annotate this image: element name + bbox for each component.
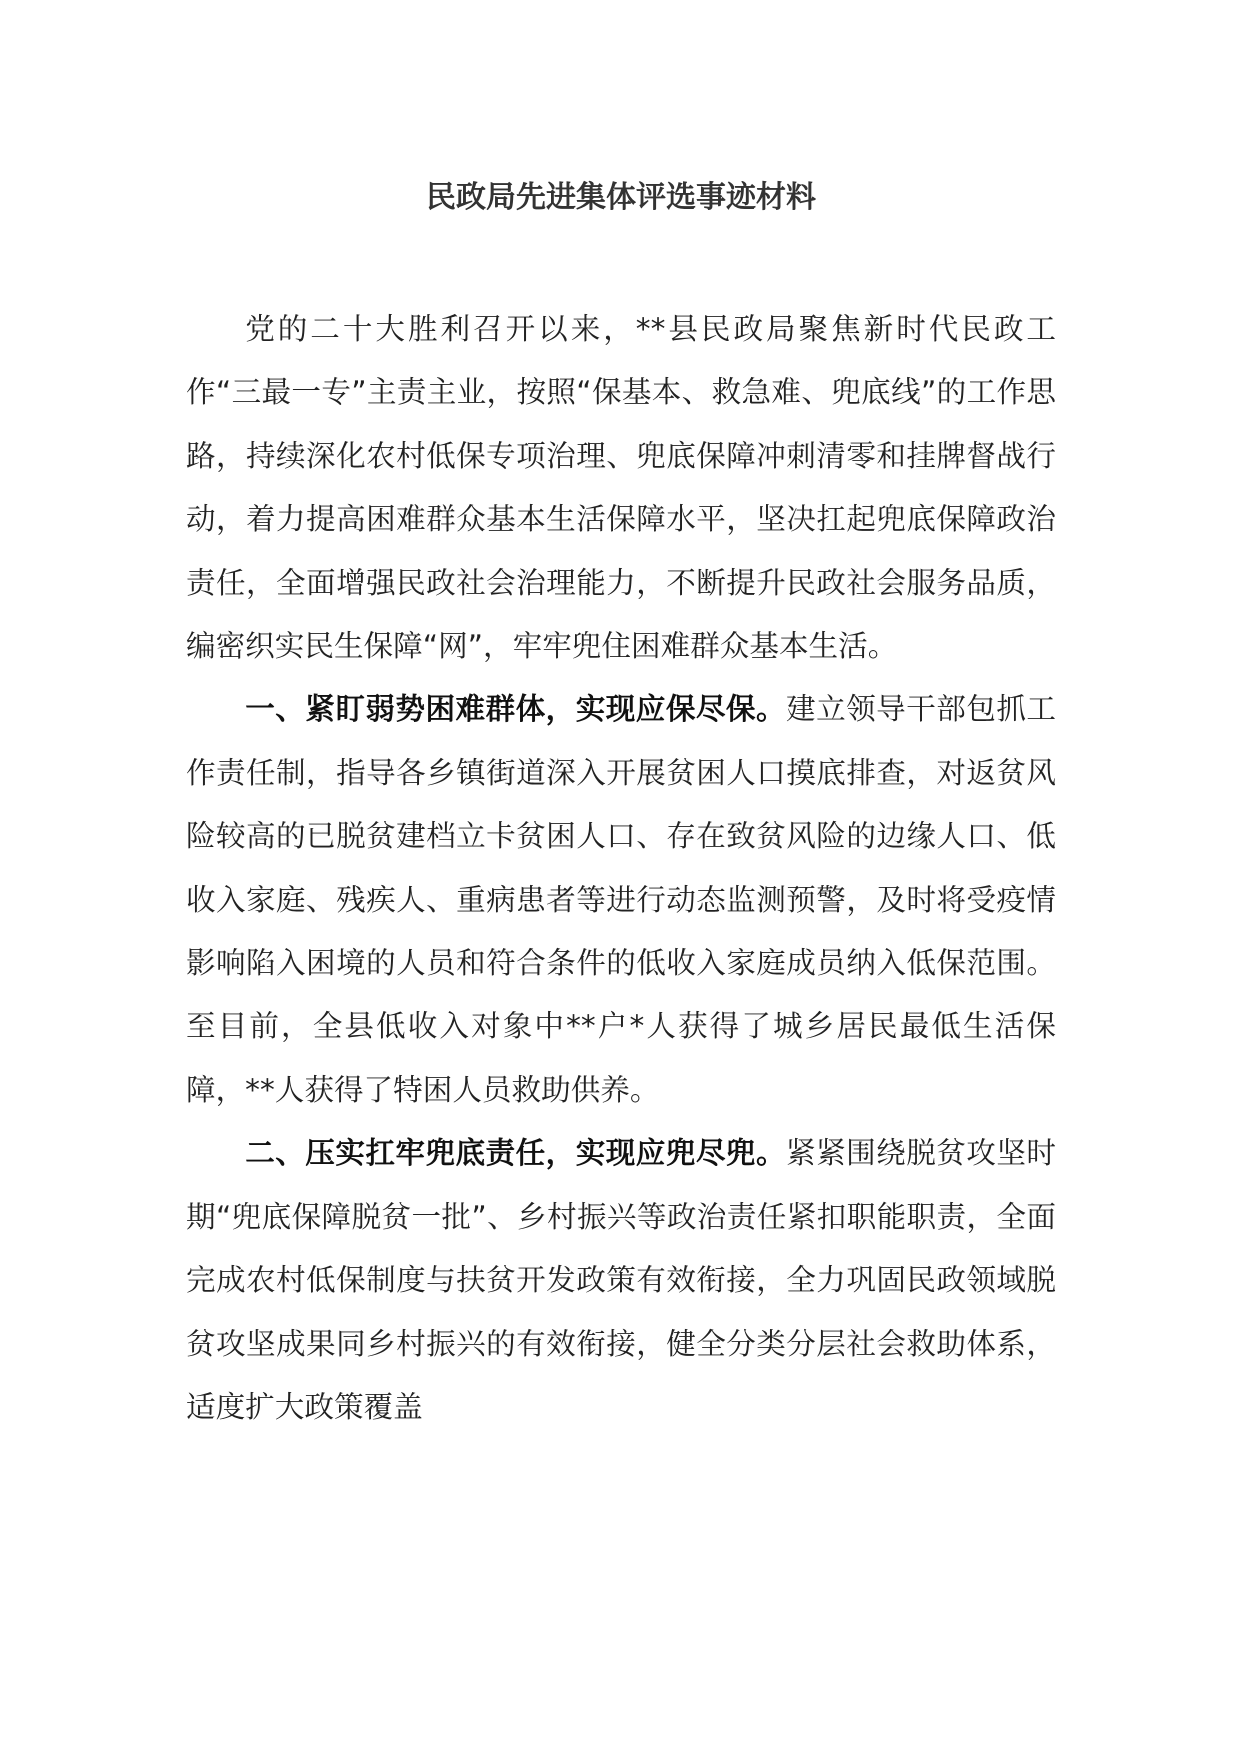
document-body	[186, 298, 1056, 1439]
paragraph-text: 建立领导干部包抓工作责任制，指导各乡镇街道深入开展贫困人口摸底排查，对返贫风险较高的已脱贫建档立卡贫困人口、存在致贫风险的边缘人口、低收入家庭、残疾人、重病患者等进行动态监测预警，及时将受疫情影响陷入困境的人员和符合条件的低收入家庭成员纳入低保范围。至目前，全县低收入对象中**户*人获得了城乡居民最低生活保障，**人获得了特困人员救助供养。	[186, 692, 1056, 1107]
paragraph-section-1	[186, 678, 1056, 1122]
paragraph-section-2	[186, 1122, 1056, 1439]
paragraph-intro	[186, 298, 1056, 678]
document-title: 民政局先进集体评选事迹材料	[426, 180, 816, 215]
section-heading: 二、压实扛牢兜底责任，实现应兜尽兜。	[245, 1136, 787, 1171]
paragraph-text: 党的二十大胜利召开以来，**县民政局聚焦新时代民政工作“三最一专”主责主业，按照“保基本、救急难、兜底线”的工作思路，持续深化农村低保专项治理、兜底保障冲刺清零和挂牌督战行动，着力提高困难群众基本生活保障水平，坚决扛起兜底保障政治责任，全面增强民政社会治理能力，不断提升民政社会服务品质，编密织实民生保障“网”，牢牢兜住困难群众基本生活。	[186, 312, 1056, 664]
paragraph-text: 紧紧围绕脱贫攻坚时期“兜底保障脱贫一批”、乡村振兴等政治责任紧扣职能职责，全面完成农村低保制度与扶贫开发政策有效衔接，全力巩固民政领域脱贫攻坚成果同乡村振兴的有效衔接，健全分类分层社会救助体系，适度扩大政策覆盖	[186, 1136, 1056, 1424]
section-heading: 一、紧盯弱势困难群体，实现应保尽保。	[245, 692, 787, 727]
